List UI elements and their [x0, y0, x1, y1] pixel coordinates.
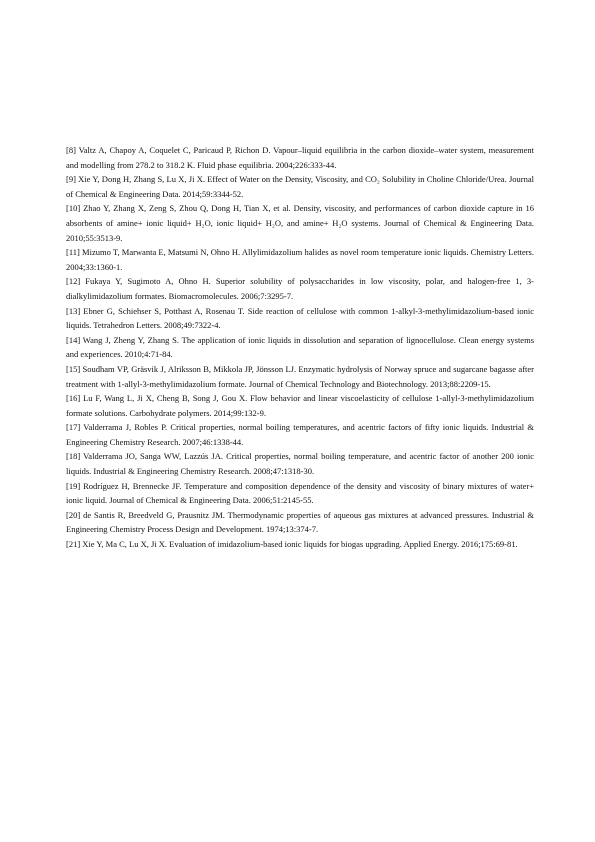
reference-item: [14] Wang J, Zheng Y, Zhang S. The application of ionic liquids in dissolution and separation of lignocellulose. Clean energy systems and experiences. 2010;4:71-84. [66, 334, 534, 360]
reference-item: [11] Mizumo T, Marwanta E, Matsumi N, Ohno H. Allylimidazolium halides as novel room temperature ionic liquids. Chemistry Letters. 2004;33:1360-1. [66, 247, 534, 272]
reference-item: [15] Soudham VP, Gräsvik J, Alriksson B, Mikkola JP, Jönsson LJ. Enzymatic hydrolysis of Norway spruce and sugarcane bagasse after treatment with 1-allyl-3-methylimidazolium formate. Journal of Chemical Technology and Biotechnology. 2013;88:2209-15. [66, 363, 534, 389]
reference-item: [12] Fukaya Y, Sugimoto A, Ohno H. Superior solubility of polysaccharides in low viscosity, polar, and halogen-free 1, 3-dialkylimidazolium formates. Biomacromolecules. 2006;7:3295-7. [66, 276, 534, 301]
reference-item: [13] Ebner G, Schiehser S, Potthast A, Rosenau T. Side reaction of cellulose with common 1-alkyl-3-methylimidazolium-based ionic liquids. Tetrahedron Letters. 2008;49:7322-4. [66, 305, 534, 331]
reference-item: [10] Zhao Y, Zhang X, Zeng S, Zhou Q, Dong H, Tian X, et al. Density, viscosity, and performances of carbon dioxide capture in 16 absorbents of amine+ ionic liquid+ H₂O, ionic liquid+ H₂O, and amine+ H₂O systems. Journal of Chemical & Engineering Data. 2010;55:3513-9. [66, 203, 534, 243]
reference-item: [19] Rodríguez H, Brennecke JF. Temperature and composition dependence of the density and viscosity of binary mixtures of water+ ionic liquid. Journal of Chemical & Engineering Data. 2006;51:2145-55. [66, 480, 534, 506]
reference-item: [21] Xie Y, Ma C, Lu X, Ji X. Evaluation of imidazolium-based ionic liquids for biogas upgrading. Applied Energy. 2016;175:69-81. [66, 539, 518, 550]
reference-item: [18] Valderrama JO, Sanga WW, Lazzús JA. Critical properties, normal boiling temperature, and acentric factor of another 200 ionic liquids. Industrial & Engineering Chemistry Research. 2008;47:1318-30. [66, 451, 534, 477]
reference-item: [20] de Santis R, Breedveld G, Prausnitz JM. Thermodynamic properties of aqueous gas mixtures at advanced pressures. Industrial & Engineering Chemistry Process Design and Development. 1974;13:374-7. [66, 509, 534, 535]
reference-list [66, 143, 534, 552]
reference-item: [9] Xie Y, Dong H, Zhang S, Lu X, Ji X. Effect of Water on the Density, Viscosity, and CO₂ Solubility in Choline Chloride/Urea. Journal of Chemical & Engineering Data. 2014;59:3344-52. [66, 174, 534, 199]
reference-item: [17] Valderrama J, Robles P. Critical properties, normal boiling temperatures, and acentric factors of fifty ionic liquids. Industrial & Engineering Chemistry Research. 2007;46:1338-44. [66, 422, 534, 447]
reference-item: [8] Valtz A, Chapoy A, Coquelet C, Paricaud P, Richon D. Vapour–liquid equilibria in the carbon dioxide–water system, measurement and modelling from 278.2 to 318.2 K. Fluid phase equilibria. 2004;226:333-44. [66, 145, 534, 170]
reference-item: [16] Lu F, Wang L, Ji X, Cheng B, Song J, Gou X. Flow behavior and linear viscoelasticity of cellulose 1-allyl-3-methylimidazolium formate solutions. Carbohydrate polymers. 2014;99:132-9. [66, 393, 534, 418]
